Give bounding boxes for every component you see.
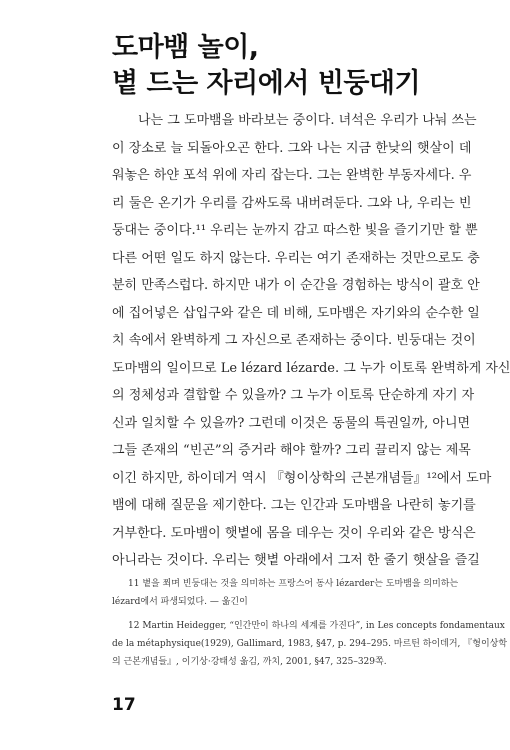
page-number: 17 (112, 695, 136, 715)
body-line: 에 집어넣은 삽입구와 같은 데 비해, 도마뱀은 자기와의 순수한 일 (112, 305, 480, 321)
body-line: 의 정체성과 결합할 수 있을까? 그 누가 이토록 단순하게 자기 자 (112, 388, 475, 403)
body-line: 치 속에서 완벽하게 그 자신으로 존재하는 중이다. 빈둥대는 것이 (112, 333, 476, 348)
body-line: 거부한다. 도마뱀이 햇볕에 몸을 데우는 것이 우리와 같은 방식은 (112, 525, 476, 541)
footnote-11-line-1: 11 볕을 쬐며 빈둥대는 것을 의미하는 프랑스어 동사 lézarder는 도마뱀을 의미하는 (128, 579, 459, 589)
footnotes (112, 575, 508, 671)
body-line: 둥대는 중이다.¹¹ 우리는 눈까지 감고 따스한 빛을 즐기기만 할 뿐 (112, 223, 478, 238)
footnote-12-line-1: 12 Martin Heidegger, “인간만이 하나의 세계를 가진다”, in Les concepts fondamentaux (128, 621, 505, 631)
chapter-title-line-2: 볕 드는 자리에서 빈둥대기 (112, 68, 421, 99)
chapter-title (112, 30, 472, 102)
footnote-12-line-2: de la métaphysique(1929), Gallimard, 1983, §47, p. 294–295. 마르틴 하이데거, 『형이상학 (112, 639, 508, 649)
body-line: 워놓은 하얀 포석 위에 자리 잡는다. 그는 완벽한 부동자세다. 우 (112, 168, 472, 183)
body-text (112, 107, 510, 575)
chapter-title-line-1: 도마뱀 놀이, (112, 32, 259, 63)
body-line: 리 둘은 온기가 우리를 감싸도록 내버려둔다. 그와 나, 우리는 빈 (112, 195, 472, 211)
body-line: 다른 어떤 일도 하지 않는다. 우리는 여기 존재하는 것만으로도 충 (112, 250, 480, 266)
body-line: 그들 존재의 “빈곤”의 증거라 해야 할까? 그리 끌리지 않는 제목 (112, 443, 471, 458)
body-line: 분히 만족스럽다. 하지만 내가 이 순간을 경험하는 방식이 괄호 안 (112, 278, 480, 293)
body-line: 나는 그 도마뱀을 바라보는 중이다. 녀석은 우리가 나눠 쓰는 (138, 113, 477, 128)
footnote-11-line-2: lézard에서 파생되었다. — 옮긴이 (112, 597, 248, 607)
body-line: 이 장소로 늘 되돌아오곤 한다. 그와 나는 지금 한낮의 햇살이 데 (112, 140, 472, 156)
body-line: 도마뱀의 일이므로 Le lézard lézarde. 그 누가 이토록 완벽하게 자신 (112, 360, 510, 376)
body-line: 신과 일치할 수 있을까? 그런데 이것은 동물의 특권일까, 아니면 (112, 415, 471, 431)
body-line: 아니라는 것이다. 우리는 햇볕 아래에서 그저 한 줄기 햇살을 즐길 (112, 553, 480, 568)
body-line: 뱀에 대해 질문을 제기한다. 그는 인간과 도마뱀을 나란히 놓기를 (112, 498, 476, 513)
body-line: 이긴 하지만, 하이데거 역시 『형이상학의 근본개념들』¹²에서 도마 (112, 470, 492, 486)
footnote-12-line-3: 의 근본개념들』, 이기상·강태성 옮김, 까치, 2001, §47, 325–329쪽. (112, 657, 387, 667)
